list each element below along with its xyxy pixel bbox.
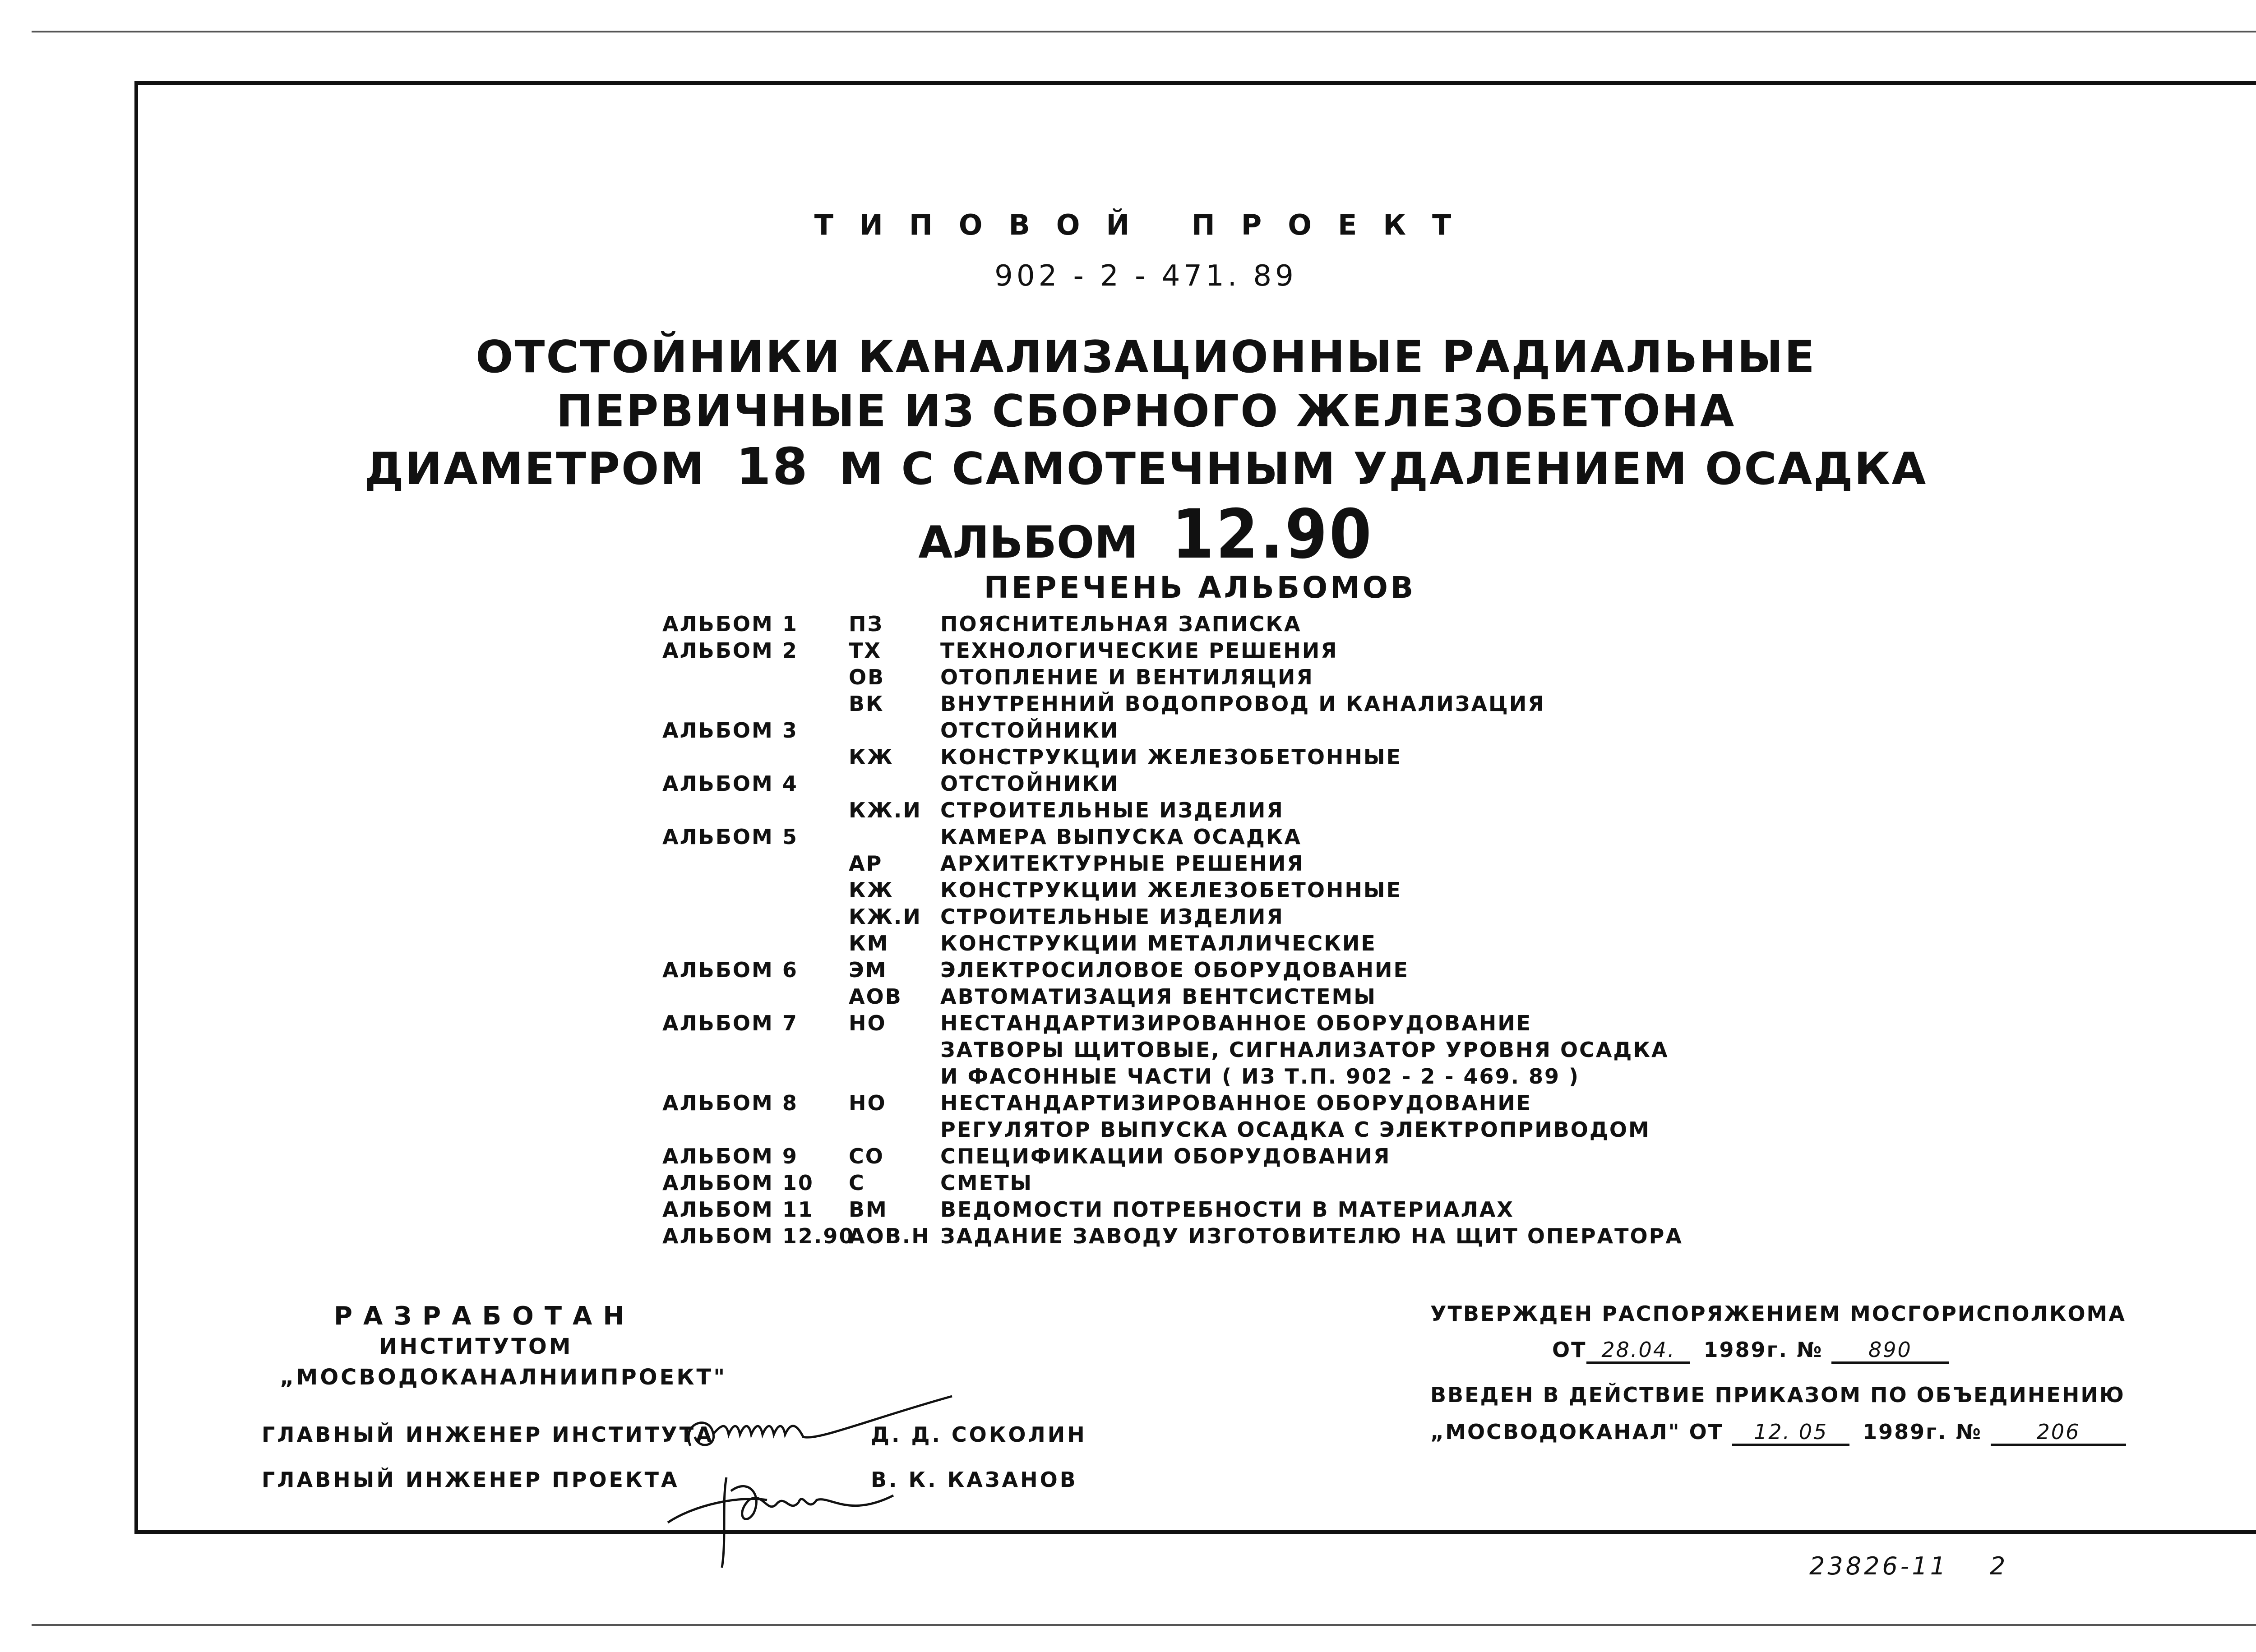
album-code-cell: НО — [849, 1011, 887, 1035]
developer-institute-label: ИНСТИТУТОМ — [379, 1334, 573, 1359]
album-title-cell: ОТОПЛЕНИЕ И ВЕНТИЛЯЦИЯ — [940, 665, 1314, 689]
chief-engineer-institute — [262, 1422, 1087, 1447]
album-code-cell: ПЗ — [849, 612, 884, 636]
album-row — [662, 851, 1745, 878]
album-list — [662, 612, 1745, 1251]
album-row — [662, 665, 1745, 692]
title-line-1: ОТСТОЙНИКИ КАНАЛИЗАЦИОННЫЕ РАДИАЛЬНЫЕ — [476, 332, 1816, 383]
album-code-cell: КЖ — [849, 745, 894, 769]
approval-number: 890 — [1831, 1338, 1949, 1364]
album-row — [662, 1197, 1745, 1224]
enactment-year-label: 1989г. № — [1863, 1420, 1983, 1444]
album-number-cell: АЛЬБОМ 2 — [662, 638, 798, 663]
album-code-cell: КМ — [849, 931, 889, 955]
album-code-cell: ВК — [849, 692, 884, 716]
album-row — [662, 1091, 1745, 1117]
album-title-cell: ОТСТОЙНИКИ — [940, 718, 1119, 743]
album-row — [662, 745, 1745, 771]
album-heading — [0, 495, 2256, 574]
project-code: 902 - 2 - 471. 89 — [994, 259, 1297, 293]
approval-date: 28.04. — [1586, 1338, 1690, 1364]
album-title-cell: ВНУТРЕННИЙ ВОДОПРОВОД И КАНАЛИЗАЦИЯ — [940, 692, 1545, 716]
album-number-cell: АЛЬБОМ 1 — [662, 612, 798, 636]
album-number-cell: АЛЬБОМ 6 — [662, 958, 798, 982]
album-title-cell: КОНСТРУКЦИИ МЕТАЛЛИЧЕСКИЕ — [940, 931, 1377, 955]
album-title-cell: ПОЯСНИТЕЛЬНАЯ ЗАПИСКА — [940, 612, 1302, 636]
album-row — [662, 878, 1745, 904]
enactment-date: 12. 05 — [1732, 1421, 1849, 1446]
album-number-cell: АЛЬБОМ 11 — [662, 1197, 814, 1222]
album-row — [662, 718, 1745, 745]
album-number-cell: АЛЬБОМ 12.90 — [662, 1224, 855, 1248]
approval-line-1: УТВЕРЖДЕН РАСПОРЯЖЕНИЕМ МОСГОРИСПОЛКОМА — [1430, 1301, 2126, 1326]
approval-line-4 — [1430, 1420, 2126, 1446]
album-title-cell: ТЕХНОЛОГИЧЕСКИЕ РЕШЕНИЯ — [940, 638, 1338, 663]
album-title-cell: СПЕЦИФИКАЦИИ ОБОРУДОВАНИЯ — [940, 1144, 1391, 1168]
title-line-3 — [0, 438, 2256, 496]
album-number-cell: АЛЬБОМ 5 — [662, 825, 798, 849]
type-label: ТИПОВОЙ ПРОЕКТ — [814, 208, 1478, 241]
chief-engineer-project-name: В. К. КАЗАНОВ — [871, 1467, 1078, 1492]
album-code-cell: АОВ — [849, 984, 902, 1009]
approval-line-3: ВВЕДЕН В ДЕЙСТВИЕ ПРИКАЗОМ ПО ОБЪЕДИНЕНИЮ — [1430, 1383, 2125, 1407]
album-title-cell: ВЕДОМОСТИ ПОТРЕБНОСТИ В МАТЕРИАЛАХ — [940, 1197, 1514, 1222]
album-row — [662, 692, 1745, 718]
diameter-value: 18 — [735, 438, 809, 496]
album-row — [662, 1117, 1745, 1144]
album-title-cell: КОНСТРУКЦИИ ЖЕЛЕЗОБЕТОННЫЕ — [940, 745, 1402, 769]
album-code-cell: КЖ.И — [849, 798, 922, 822]
album-row — [662, 984, 1745, 1011]
album-row — [662, 612, 1745, 638]
approval-year-label: 1989г. № — [1703, 1338, 1823, 1362]
album-title-cell: СТРОИТЕЛЬНЫЕ ИЗДЕЛИЯ — [940, 904, 1284, 929]
album-title-cell: ЗАТВОРЫ ЩИТОВЫЕ, СИГНАЛИЗАТОР УРОВНЯ ОСАДКА — [940, 1038, 1669, 1062]
album-row — [662, 1038, 1745, 1064]
chief-engineer-institute-name: Д. Д. СОКОЛИН — [871, 1422, 1087, 1447]
album-code-cell: СО — [849, 1144, 884, 1168]
album-code-cell: С — [849, 1171, 865, 1195]
album-title-cell: КОНСТРУКЦИИ ЖЕЛЕЗОБЕТОННЫЕ — [940, 878, 1402, 902]
album-title-cell: ОТСТОЙНИКИ — [940, 771, 1119, 796]
album-code-cell: КЖ — [849, 878, 894, 902]
album-number-cell: АЛЬБОМ 3 — [662, 718, 798, 743]
approval-from-label: ОТ — [1552, 1338, 1587, 1362]
album-row — [662, 1224, 1745, 1251]
album-row — [662, 798, 1745, 825]
title-line-3-prefix: ДИАМЕТРОМ — [364, 443, 706, 495]
album-title-cell: АРХИТЕКТУРНЫЕ РЕШЕНИЯ — [940, 851, 1304, 876]
chief-engineer-project — [262, 1467, 1078, 1492]
album-number-cell: АЛЬБОМ 4 — [662, 771, 798, 796]
signature-kazanov — [659, 1450, 911, 1586]
album-title-cell: СМЕТЫ — [940, 1171, 1033, 1195]
album-row — [662, 1171, 1745, 1197]
album-number-cell: АЛЬБОМ 8 — [662, 1091, 798, 1115]
approval-line-2 — [1552, 1338, 1949, 1364]
album-title-cell: НЕСТАНДАРТИЗИРОВАННОЕ ОБОРУДОВАНИЕ — [940, 1011, 1532, 1035]
album-row — [662, 904, 1745, 931]
album-label: АЛЬБОМ — [918, 517, 1138, 568]
album-title-cell: КАМЕРА ВЫПУСКА ОСАДКА — [940, 825, 1302, 849]
album-row — [662, 825, 1745, 851]
album-title-cell: ЗАДАНИЕ ЗАВОДУ ИЗГОТОВИТЕЛЮ НА ЩИТ ОПЕРАТОРА — [940, 1224, 1683, 1248]
album-row — [662, 638, 1745, 665]
album-number-cell: АЛЬБОМ 10 — [662, 1171, 814, 1195]
enactment-number: 206 — [1991, 1421, 2126, 1446]
album-row — [662, 1144, 1745, 1171]
sheet-number: 2 — [1990, 1552, 2006, 1580]
album-code-cell: ТХ — [849, 638, 882, 663]
album-row — [662, 931, 1745, 958]
album-code-cell: АР — [849, 851, 883, 876]
album-code-cell: ВМ — [849, 1197, 888, 1222]
album-row — [662, 771, 1745, 798]
album-code-cell: АОВ.Н — [849, 1224, 930, 1248]
title-line-3-suffix: М С САМОТЕЧНЫМ УДАЛЕНИЕМ ОСАДКА — [839, 443, 1928, 495]
album-title-cell: АВТОМАТИЗАЦИЯ ВЕНТСИСТЕМЫ — [940, 984, 1377, 1009]
title-line-2: ПЕРВИЧНЫЕ ИЗ СБОРНОГО ЖЕЛЕЗОБЕТОНА — [556, 386, 1736, 437]
chief-engineer-project-label: ГЛАВНЫЙ ИНЖЕНЕР ПРОЕКТА — [262, 1467, 680, 1492]
album-number: 12.90 — [1171, 495, 1373, 574]
top-trim-line — [32, 31, 2256, 32]
album-title-cell: НЕСТАНДАРТИЗИРОВАННОЕ ОБОРУДОВАНИЕ — [940, 1091, 1532, 1115]
album-number-cell: АЛЬБОМ 7 — [662, 1011, 798, 1035]
bottom-trim-line — [32, 1624, 2256, 1626]
developer-organization: „МОСВОДОКАНАЛНИИПРОЕКТ" — [280, 1365, 727, 1390]
album-list-title: ПЕРЕЧЕНЬ АЛЬБОМОВ — [984, 570, 1416, 605]
album-title-cell: ЭЛЕКТРОСИЛОВОЕ ОБОРУДОВАНИЕ — [940, 958, 1409, 982]
album-row — [662, 1011, 1745, 1038]
album-code-cell: НО — [849, 1091, 887, 1115]
album-number-cell: АЛЬБОМ 9 — [662, 1144, 798, 1168]
chief-engineer-institute-label: ГЛАВНЫЙ ИНЖЕНЕР ИНСТИТУТА — [262, 1422, 714, 1447]
album-title-cell: СТРОИТЕЛЬНЫЕ ИЗДЕЛИЯ — [940, 798, 1284, 822]
album-code-cell: ОВ — [849, 665, 885, 689]
album-code-cell: ЭМ — [849, 958, 888, 982]
enactment-org-label: „МОСВОДОКАНАЛ" ОТ — [1430, 1420, 1724, 1444]
album-code-cell: КЖ.И — [849, 904, 922, 929]
archive-number: 23826-11 — [1809, 1552, 1948, 1580]
album-row — [662, 958, 1745, 984]
album-title-cell: И ФАСОННЫЕ ЧАСТИ ( ИЗ Т.П. 902 - 2 - 469. 89 ) — [940, 1064, 1580, 1089]
album-row — [662, 1064, 1745, 1091]
album-title-cell: РЕГУЛЯТОР ВЫПУСКА ОСАДКА С ЭЛЕКТРОПРИВОДОМ — [940, 1117, 1650, 1142]
developer-heading: РАЗРАБОТАН — [334, 1301, 635, 1331]
